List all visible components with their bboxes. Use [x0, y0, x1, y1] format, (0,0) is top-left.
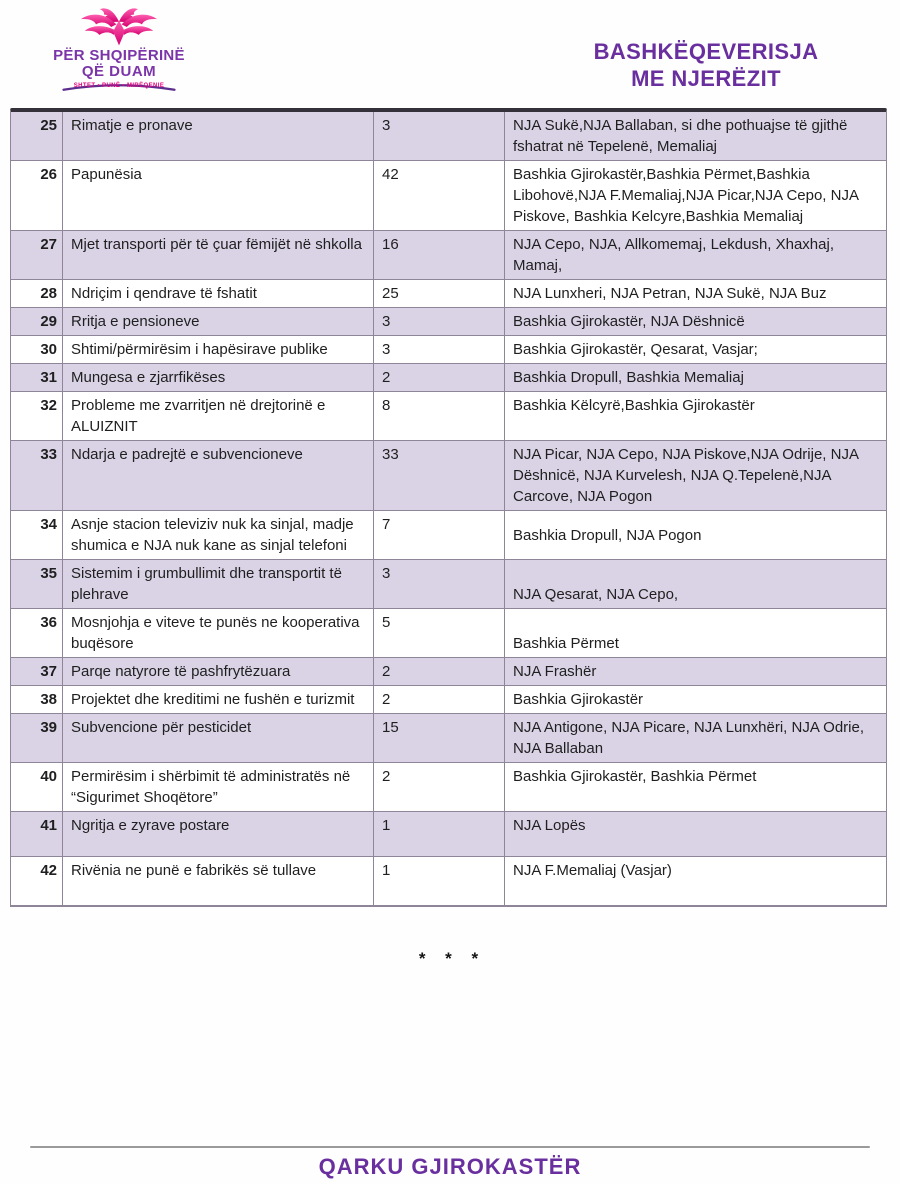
row-number: 31 — [11, 364, 63, 391]
locations-cell: NJA Sukë,NJA Ballaban, si dhe pothuajse të gjithë fshatrat në Tepelenë, Memaliaj — [513, 117, 848, 155]
table-row — [11, 441, 886, 511]
party-logo — [36, 2, 202, 89]
count-cell: 3 — [374, 560, 505, 608]
footer-divider — [30, 1146, 870, 1148]
issue-cell: Rritja e pensioneve — [63, 308, 374, 335]
locations-cell: NJA Qesarat, NJA Cepo, — [513, 586, 679, 603]
count-cell: 8 — [374, 392, 505, 440]
table-row — [11, 231, 886, 280]
row-number: 30 — [11, 336, 63, 363]
row-number: 29 — [11, 308, 63, 335]
issue-cell: Ngritja e zyrave postare — [63, 812, 374, 856]
table-row — [11, 560, 886, 609]
count-cell: 3 — [374, 336, 505, 363]
table-row — [11, 658, 886, 686]
issue-cell: Shtimi/përmirësim i hapësirave publike — [63, 336, 374, 363]
count-cell: 33 — [374, 441, 505, 510]
table-row — [11, 714, 886, 763]
count-cell: 42 — [374, 161, 505, 230]
locations-cell: Bashkia Dropull, NJA Pogon — [513, 526, 702, 544]
count-cell: 16 — [374, 231, 505, 279]
table-row — [11, 336, 886, 364]
issue-cell: Mungesa e zjarrfikëses — [63, 364, 374, 391]
locations-cell: NJA Cepo, NJA, Allkomemaj, Lekdush, Xhaxhaj, Mamaj, — [513, 236, 834, 274]
logo-text-line1: PËR SHQIPËRINË — [53, 47, 185, 64]
row-number: 34 — [11, 511, 63, 559]
issue-cell: Permirësim i shërbimit të administratës në “Sigurimet Shoqëtore” — [63, 763, 374, 811]
table-row — [11, 308, 886, 336]
locations-cell: Bashkia Gjirokastër, Qesarat, Vasjar; — [513, 341, 758, 358]
locations-cell: Bashkia Përmet — [513, 635, 619, 652]
row-number: 40 — [11, 763, 63, 811]
page-header — [0, 0, 900, 108]
row-number: 41 — [11, 812, 63, 856]
count-cell: 3 — [374, 308, 505, 335]
table-row — [11, 511, 886, 560]
locations-cell: Bashkia Gjirokastër, Bashkia Përmet — [513, 768, 757, 785]
count-cell: 3 — [374, 112, 505, 160]
row-number: 38 — [11, 686, 63, 713]
table-row — [11, 392, 886, 441]
issue-cell: Subvencione për pesticidet — [63, 714, 374, 762]
locations-cell: Bashkia Gjirokastër — [513, 691, 644, 708]
count-cell: 2 — [374, 686, 505, 713]
count-cell: 2 — [374, 364, 505, 391]
table-row — [11, 280, 886, 308]
issues-table — [10, 108, 887, 907]
row-number: 39 — [11, 714, 63, 762]
footer-region-title: QARKU GJIROKASTËR — [318, 1154, 582, 1179]
locations-cell: NJA Lunxheri, NJA Petran, NJA Sukë, NJA Buz — [513, 285, 827, 302]
count-cell: 5 — [374, 609, 505, 657]
count-cell: 1 — [374, 812, 505, 856]
count-cell: 25 — [374, 280, 505, 307]
row-number: 27 — [11, 231, 63, 279]
document-title-line2: ME NJERËZIT — [631, 66, 781, 91]
issue-cell: Rimatje e pronave — [63, 112, 374, 160]
issue-cell: Rivënia ne punë e fabrikës së tullave — [63, 857, 374, 905]
row-number: 32 — [11, 392, 63, 440]
table-row — [11, 112, 886, 161]
asterisk-separator: * * * — [418, 949, 482, 968]
count-cell: 1 — [374, 857, 505, 905]
count-cell: 2 — [374, 658, 505, 685]
issue-cell: Ndarja e padrejtë e subvencioneve — [63, 441, 374, 510]
row-number: 35 — [11, 560, 63, 608]
row-number: 37 — [11, 658, 63, 685]
issue-cell: Parqe natyrore të pashfrytëzuara — [63, 658, 374, 685]
page-footer — [0, 1146, 900, 1180]
table-row — [11, 161, 886, 231]
row-number: 26 — [11, 161, 63, 230]
table-row — [11, 857, 886, 906]
issue-cell: Ndriçim i qendrave të fshatit — [63, 280, 374, 307]
issue-cell: Papunësia — [63, 161, 374, 230]
issue-cell: Mjet transporti për të çuar fëmijët në shkolla — [63, 231, 374, 279]
locations-cell: NJA F.Memaliaj (Vasjar) — [513, 862, 672, 879]
row-number: 36 — [11, 609, 63, 657]
row-number: 33 — [11, 441, 63, 510]
locations-cell: NJA Picar, NJA Cepo, NJA Piskove,NJA Odrije, NJA Dëshnicë, NJA Kurvelesh, NJA Q.Tepelenë,NJA Carcove, NJA Pogon — [513, 446, 859, 505]
row-number: 25 — [11, 112, 63, 160]
table-row — [11, 364, 886, 392]
locations-cell: Bashkia Gjirokastër,Bashkia Përmet,Bashkia Libohovë,NJA F.Memaliaj,NJA Picar,NJA Cepo, NJA Piskove, Bashkia Kelcyre,Bashkia Memaliaj — [513, 166, 859, 225]
locations-cell: NJA Lopës — [513, 817, 586, 834]
locations-cell: Bashkia Dropull, Bashkia Memaliaj — [513, 369, 744, 386]
document-title — [556, 38, 856, 92]
issue-cell: Mosnjohja e viteve te punës ne kooperativa buqësore — [63, 609, 374, 657]
issue-cell: Asnje stacion televiziv nuk ka sinjal, madje shumica e NJA nuk kane as sinjal telefoni — [63, 511, 374, 559]
locations-cell: NJA Antigone, NJA Picare, NJA Lunxhëri, NJA Odrie, NJA Ballaban — [513, 719, 865, 757]
issue-cell: Projektet dhe kreditimi ne fushën e turizmit — [63, 686, 374, 713]
locations-cell: Bashkia Këlcyrë,Bashkia Gjirokastër — [513, 397, 755, 414]
table-row — [11, 609, 886, 658]
table-row — [11, 812, 886, 857]
count-cell: 15 — [374, 714, 505, 762]
table-row — [11, 686, 886, 714]
logo-text-line2: QË DUAM — [81, 63, 157, 80]
table-row — [11, 763, 886, 812]
row-number: 28 — [11, 280, 63, 307]
issue-cell: Sistemim i grumbullimit dhe transportit të plehrave — [63, 560, 374, 608]
issue-cell: Probleme me zvarritjen në drejtorinë e ALUIZNIT — [63, 392, 374, 440]
document-title-line1: BASHKËQEVERISJA — [593, 39, 819, 64]
row-number: 42 — [11, 857, 63, 905]
logo-tagline: SHTET • PUNË • MIRËQENIE — [73, 83, 165, 89]
locations-cell: NJA Frashër — [513, 663, 597, 680]
count-cell: 7 — [374, 511, 505, 559]
locations-cell: Bashkia Gjirokastër, NJA Dëshnicë — [513, 313, 745, 330]
count-cell: 2 — [374, 763, 505, 811]
double-eagle-icon — [67, 2, 171, 48]
